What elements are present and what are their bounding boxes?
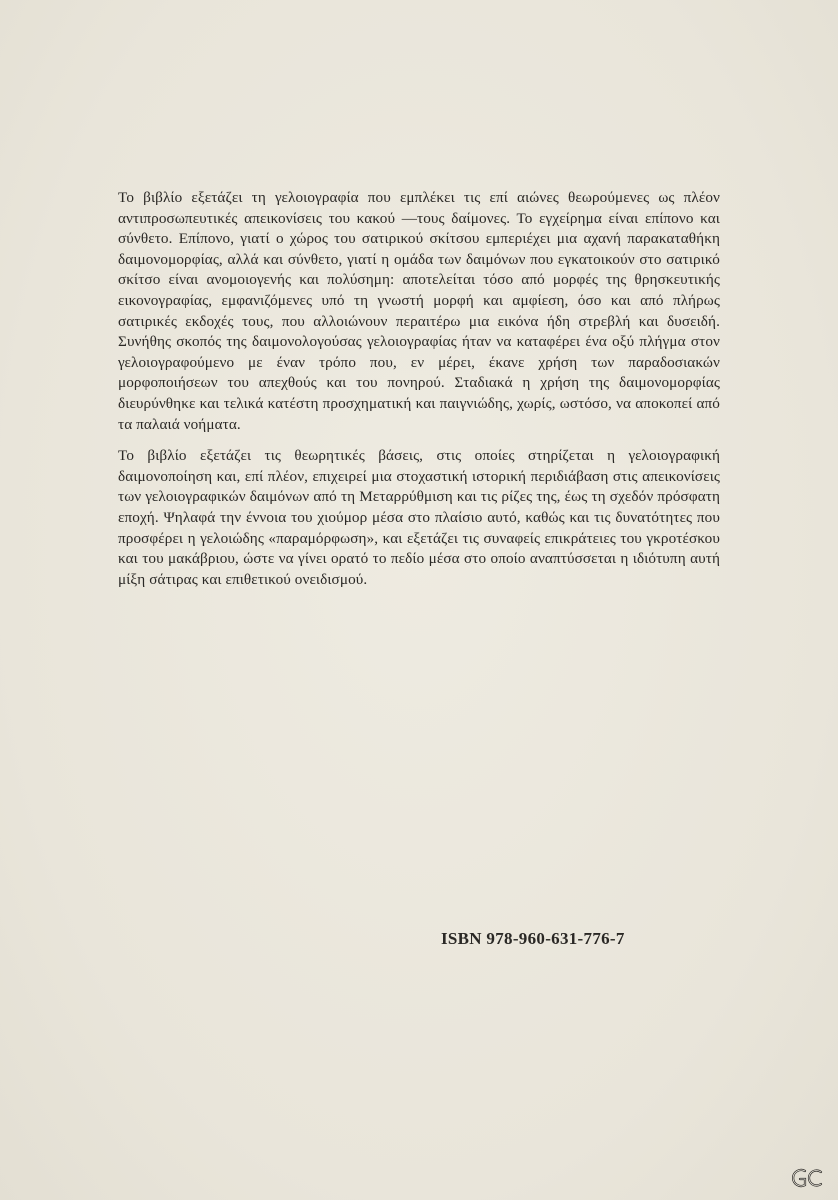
blurb-paragraph-2: Το βιβλίο εξετάζει τις θεωρητικές βάσεις, στις οποίες στηρίζεται η γελοιογραφική δαιμονοποίηση και, επί πλέον, επιχειρεί μια στοχαστική ιστορική περιδιάβαση στις απεικονίσεις των γελοιογραφικών δαιμόνων από τη Μεταρρύθμιση και τις ρίζες της, έως τη σχεδόν πρόσφατη εποχή. Ψηλαφά την έννοια του χιούμορ μέσα στο πλαίσιο αυτό, καθώς και τις δυνατότητες που προσφέρει η γελοιώδης «παραμόρφωση», και εξετάζει τις συναφείς επικράτειες του γκροτέσκου και του μακάβριου, ώστε να γίνει ορατό το πεδίο μέσα στο οποίο αναπτύσσεται η ιδιότυπη αυτή μίξη σάτιρας και επιθετικού ονειδισμού. <box>118 447 720 588</box>
blurb-text <box>118 188 720 590</box>
gc-logo-icon <box>790 1166 824 1190</box>
isbn-label: ISBN 978-960-631-776-7 <box>441 929 625 948</box>
blurb-paragraph-1: Το βιβλίο εξετάζει τη γελοιογραφία που εμπλέκει τις επί αιώνες θεωρούμενες ως πλέον αντιπροσωπευτικές απεικονίσεις του κακού —τους δαίμονες. Το εγχείρημα είναι επίπονο και σύνθετο. Επίπονο, γιατί ο χώρος του σατιρικού σκίτσου εμπεριέχει μια αχανή παρακαταθήκη δαιμονομορφίας, αλλά και σύνθετο, γιατί η ομάδα των δαιμόνων που εγκατοικούν στο σατιρικό σκίτσο είναι ανομοιογενής και πολύσημη: αποτελείται τόσο από μορφές της θρησκευτικής εικονογραφίας, εμφανιζόμενες υπό τη γνωστή μορφή και αμφίεση, όσο και από πλήρως σατιρικές εκδοχές τους, που αλλοιώνουν περαιτέρω μια εικόνα ήδη στρεβλή και δυσειδή. Συνήθης σκοπός της δαιμονολογούσας γελοιογραφίας ήταν να καταφέρει ένα οξύ πλήγμα στον γελοιογραφούμενο με έναν τρόπο που, εν μέρει, έκανε χρήση των παραδοσιακών μορφοποιήσεων του απεχθούς και του πονηρού. Σταδιακά η χρήση της δαιμονομορφίας διευρύνθηκε και τελικά κατέστη προσχηματική και παιγνιώδης, χωρίς, ωστόσο, να αποκοπεί από τα παλαιά νοήματα. <box>118 189 720 433</box>
